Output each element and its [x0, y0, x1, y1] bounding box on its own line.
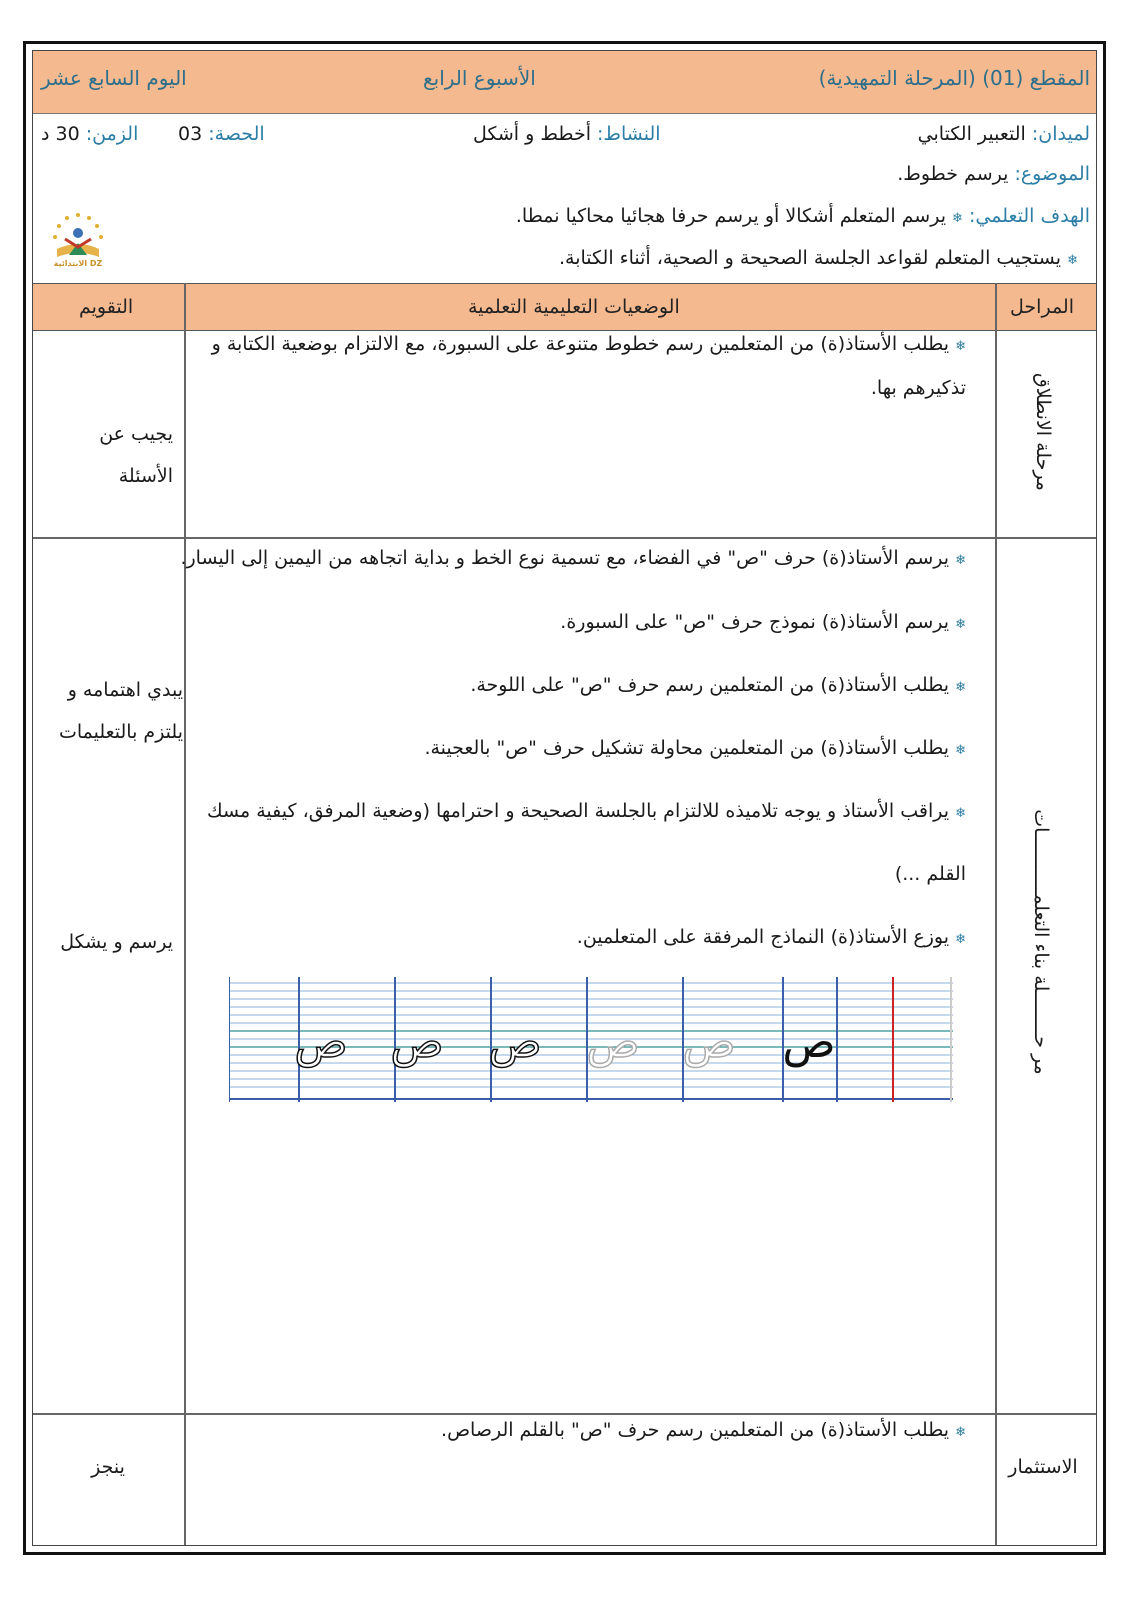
build-line-2 — [560, 611, 966, 633]
build-line-3 — [470, 674, 966, 696]
eval-investment: ينجز — [91, 1456, 125, 1478]
bullet-icon: ❄ — [955, 806, 966, 821]
goal-label: الهدف التعلمي: — [968, 205, 1090, 227]
bullet-icon: ❄ — [1067, 253, 1078, 268]
bullet-icon: ❄ — [952, 211, 963, 226]
build-line-4 — [424, 737, 966, 759]
day-title: اليوم السابع عشر — [41, 66, 187, 90]
bullet-icon: ❄ — [955, 553, 966, 568]
launch-text-1: يطلب الأستاذ(ة) من المتعلمين رسم خطوط متنوعة على السبورة، مع الالتزام بوضعية الكتابة و — [211, 333, 950, 355]
build-text-1: يرسم الأستاذ(ة) حرف "ص" في الفضاء، مع تسمية نوع الخط و بداية اتجاهه من اليمين إلى اليسار. — [180, 547, 950, 569]
session-info — [178, 123, 265, 145]
goal-info-2 — [559, 247, 1078, 269]
build-text-4: يطلب الأستاذ(ة) من المتعلمين محاولة تشكيل حرف "ص" بالعجينة. — [424, 737, 950, 759]
stage-investment: الاستثمار — [1008, 1456, 1078, 1478]
build-line-6: القلم ...) — [894, 863, 966, 885]
page-inner — [32, 50, 1097, 1546]
domain-info — [918, 123, 1090, 145]
letter-trace-3: ص — [488, 1017, 542, 1068]
col-stages: المراحل — [1010, 296, 1074, 318]
bullet-icon: ❄ — [955, 743, 966, 758]
school-logo — [47, 209, 109, 273]
domain-value: التعبير الكتابي — [917, 123, 1026, 145]
invest-text-1: يطلب الأستاذ(ة) من المتعلمين رسم حرف "ص" بالقلم الرصاص. — [441, 1419, 950, 1441]
bullet-icon: ❄ — [955, 932, 966, 947]
domain-label: لميدان: — [1031, 123, 1090, 145]
eval-launch: يجيب عن الأسئلة — [99, 423, 173, 487]
build-line-5 — [207, 800, 966, 822]
letter-trace-4: ص — [586, 1017, 640, 1068]
time-value: 30 د — [41, 123, 80, 145]
build-text-7: يوزع الأستاذ(ة) النماذج المرفقة على المتعلمين. — [576, 926, 950, 948]
col-divider — [995, 283, 997, 1545]
letter-model: ص — [782, 1017, 836, 1068]
activity-info — [473, 123, 661, 145]
time-label: الزمن: — [85, 123, 139, 145]
stage-build: مر حــــــــلة بناء التعلمـــــــــــات — [1030, 809, 1052, 1075]
eval-build-2: يرسم و يشكل — [60, 931, 173, 953]
logo-text: الابتدائية DZ — [53, 259, 103, 268]
letter-trace-5: ص — [682, 1017, 736, 1068]
col-situations: الوضعيات التعليمية التعلمية — [468, 296, 680, 318]
topic-info — [897, 163, 1090, 185]
page-frame — [23, 41, 1106, 1555]
time-info — [41, 123, 138, 145]
launch-line-1 — [212, 333, 966, 355]
eval-build-1: يبدي اهتمامه و — [67, 679, 183, 701]
bullet-icon: ❄ — [955, 680, 966, 695]
bullet-icon: ❄ — [955, 617, 966, 632]
activity-value: أخطط و أشكل — [473, 123, 591, 145]
stage-launch: مرحلة الانطلاق — [1032, 373, 1054, 491]
build-line-1 — [180, 547, 966, 569]
col-divider — [184, 283, 186, 1545]
eval-build-1b: يلتزم بالتعليمات — [58, 721, 183, 743]
session-value: 03 — [178, 123, 203, 145]
build-text-2: يرسم الأستاذ(ة) نموذج حرف "ص" على السبورة. — [560, 611, 950, 633]
build-text-5: يراقب الأستاذ و يوجه تلاميذه للالتزام بالجلسة الصحيحة و احترامها (وضعية المرفق، كيفية مسك — [207, 800, 950, 822]
goal-info — [516, 205, 1090, 227]
segment-title: المقطع (01) (المرحلة التمهيدية) — [818, 66, 1090, 90]
bullet-icon: ❄ — [955, 339, 966, 354]
letter-trace-2: ص — [390, 1017, 444, 1068]
launch-line-2: تذكيرهم بها. — [870, 377, 966, 399]
header-bar — [33, 51, 1096, 114]
goal-2: يستجيب المتعلم لقواعد الجلسة الصحيحة و الصحية، أثناء الكتابة. — [559, 247, 1062, 269]
topic-value: يرسم خطوط. — [897, 163, 1009, 185]
letter-trace-1: ص — [294, 1017, 348, 1068]
week-title: الأسبوع الرابع — [423, 66, 536, 90]
table-header — [33, 283, 1096, 331]
activity-label: النشاط: — [597, 123, 661, 145]
topic-label: الموضوع: — [1014, 163, 1090, 185]
col-evaluation: التقويم — [79, 296, 134, 318]
bullet-icon: ❄ — [955, 1425, 966, 1440]
row-divider — [33, 1413, 1096, 1415]
row-divider — [33, 537, 1096, 539]
letter-practice-grid — [229, 977, 953, 1102]
build-text-3: يطلب الأستاذ(ة) من المتعلمين رسم حرف "ص" على اللوحة. — [470, 674, 950, 696]
session-label: الحصة: — [208, 123, 265, 145]
invest-line-1 — [441, 1419, 966, 1441]
goal-1: يرسم المتعلم أشكالا أو يرسم حرفا هجائيا محاكيا نمطا. — [515, 205, 946, 227]
build-line-7 — [577, 926, 966, 948]
